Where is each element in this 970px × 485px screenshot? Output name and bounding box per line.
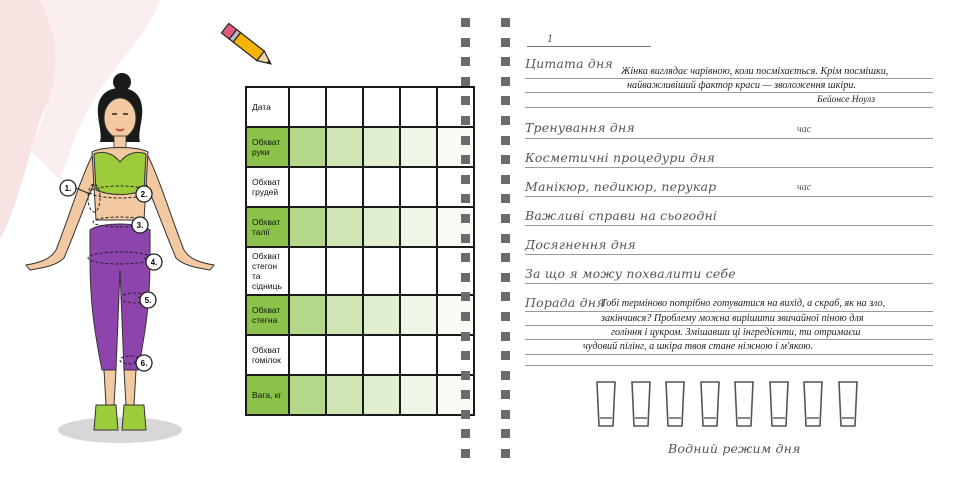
spiral-hole xyxy=(461,332,470,341)
measurement-cell[interactable] xyxy=(400,375,437,415)
spiral-hole xyxy=(501,155,510,164)
water-glass-icon[interactable] xyxy=(802,380,824,428)
measurement-cell[interactable] xyxy=(363,87,400,127)
water-glass-icon[interactable] xyxy=(837,380,859,428)
measurement-cell[interactable] xyxy=(326,247,363,295)
spiral-hole xyxy=(501,390,510,399)
water-glass-icon[interactable] xyxy=(595,380,617,428)
spiral-hole xyxy=(501,351,510,360)
marker-5 xyxy=(140,292,156,308)
measurement-row-label: Обхват грудей xyxy=(246,167,289,207)
important-heading: Важливі справи на сьогодні xyxy=(525,208,718,223)
measurement-row-label: Обхват стегна xyxy=(246,295,289,335)
tip-text-line4: чудовий пілінг, а шкіра твоя стане ніжною і м'якою. xyxy=(583,341,814,352)
spiral-hole xyxy=(461,116,470,125)
ruled-line xyxy=(525,196,933,197)
spiral-hole xyxy=(501,371,510,380)
page-number: 1 xyxy=(547,34,554,45)
spiral-hole xyxy=(501,429,510,438)
measurement-row-label: Обхват стегон та сідниць xyxy=(246,247,289,295)
measurement-cell[interactable] xyxy=(289,127,326,167)
measurement-cell[interactable] xyxy=(326,167,363,207)
marker-3-label: 3. xyxy=(136,221,144,230)
measurement-cell[interactable] xyxy=(289,335,326,375)
measurement-cell[interactable] xyxy=(400,207,437,247)
measurement-row xyxy=(246,87,474,127)
spiral-hole xyxy=(461,371,470,380)
measurement-cell[interactable] xyxy=(326,375,363,415)
manicure-time-label: час xyxy=(797,182,812,193)
tip-text-line3: гоління і цукром. Змішавши ці інгредієнти, ти отримаєш xyxy=(611,327,861,338)
spiral-hole xyxy=(461,429,470,438)
measurement-cell[interactable] xyxy=(400,127,437,167)
marker-2 xyxy=(136,186,152,202)
spiral-hole xyxy=(501,175,510,184)
measurement-cell[interactable] xyxy=(289,207,326,247)
measurement-table xyxy=(245,86,475,416)
spiral-hole xyxy=(501,332,510,341)
ruled-line xyxy=(525,339,933,340)
spiral-hole xyxy=(461,312,470,321)
measurement-row xyxy=(246,207,474,247)
marker-1 xyxy=(60,180,76,196)
quote-heading: Цитата дня xyxy=(525,56,613,71)
ruled-line xyxy=(525,354,933,355)
measurement-row-label: Обхват талії xyxy=(246,207,289,247)
spiral-hole xyxy=(501,38,510,47)
ruled-line xyxy=(525,78,933,79)
measurement-cell[interactable] xyxy=(326,335,363,375)
measurement-cell[interactable] xyxy=(363,167,400,207)
spiral-hole xyxy=(501,96,510,105)
measurement-cell[interactable] xyxy=(289,247,326,295)
spiral-hole xyxy=(461,273,470,282)
measurement-cell[interactable] xyxy=(363,207,400,247)
measurement-cell[interactable] xyxy=(363,335,400,375)
tip-text-line2: закінчився? Проблему можна вирішити звичайної піною для xyxy=(601,313,864,324)
spiral-hole xyxy=(501,292,510,301)
measurement-row xyxy=(246,127,474,167)
measurement-row-label: Дата xyxy=(246,87,289,127)
spiral-hole xyxy=(501,234,510,243)
spiral-hole xyxy=(461,194,470,203)
spiral-hole xyxy=(461,175,470,184)
spiral-binding-right xyxy=(501,18,510,468)
marker-6 xyxy=(136,355,152,371)
praise-heading: За що я можу похвалити себе xyxy=(525,266,736,281)
spiral-hole xyxy=(501,273,510,282)
ruled-line xyxy=(525,311,933,312)
measurement-cell[interactable] xyxy=(363,247,400,295)
measurement-cell[interactable] xyxy=(326,127,363,167)
training-time-label: час xyxy=(797,124,812,135)
spiral-hole xyxy=(501,214,510,223)
measurement-row xyxy=(246,167,474,207)
measurement-cell[interactable] xyxy=(363,375,400,415)
measurement-cell[interactable] xyxy=(289,375,326,415)
ruled-line xyxy=(525,107,933,108)
spiral-binding-left xyxy=(461,18,470,468)
measurement-row xyxy=(246,295,474,335)
pencil-icon xyxy=(215,16,281,76)
measurement-cell[interactable] xyxy=(400,87,437,127)
ruled-line xyxy=(525,325,933,326)
tip-heading: Порада дня xyxy=(525,295,605,310)
measurement-cell[interactable] xyxy=(289,87,326,127)
page-number-line xyxy=(527,46,651,47)
water-glass-icon[interactable] xyxy=(664,380,686,428)
water-label: Водний режим дня xyxy=(668,441,801,456)
spiral-hole xyxy=(461,18,470,27)
spiral-hole xyxy=(461,96,470,105)
spiral-hole xyxy=(461,390,470,399)
measurement-row xyxy=(246,247,474,295)
tip-text-line1: Тобі терміново потрібно готуватися на вихід, а скраб, як на зло, xyxy=(601,298,886,309)
measurement-row xyxy=(246,375,474,415)
woman-figure-illustration xyxy=(20,70,220,450)
measurement-row-label: Обхват гомілок xyxy=(246,335,289,375)
measurement-cell[interactable] xyxy=(400,335,437,375)
measurement-cell[interactable] xyxy=(363,127,400,167)
marker-2-label: 2. xyxy=(140,190,148,199)
spiral-hole xyxy=(461,449,470,458)
spiral-hole xyxy=(461,234,470,243)
training-heading: Тренування дня xyxy=(525,120,635,135)
marker-4-label: 4. xyxy=(150,258,158,267)
ruled-line xyxy=(525,167,933,168)
measurement-cell[interactable] xyxy=(289,167,326,207)
spiral-hole xyxy=(461,77,470,86)
manicure-heading: Манікюр, педикюр, перукар xyxy=(525,179,717,194)
spiral-hole xyxy=(501,312,510,321)
marker-3 xyxy=(132,217,148,233)
ruled-line xyxy=(525,365,933,366)
spiral-hole xyxy=(501,136,510,145)
measurement-cell[interactable] xyxy=(289,295,326,335)
spiral-hole xyxy=(501,410,510,419)
spiral-hole xyxy=(501,449,510,458)
water-glasses xyxy=(595,380,835,430)
spiral-hole xyxy=(501,194,510,203)
ruled-line xyxy=(525,254,933,255)
spiral-hole xyxy=(461,410,470,419)
measurement-cell[interactable] xyxy=(400,295,437,335)
measurement-cell[interactable] xyxy=(326,87,363,127)
marker-4 xyxy=(146,254,162,270)
water-glass-icon[interactable] xyxy=(733,380,755,428)
spiral-hole xyxy=(501,57,510,66)
spiral-hole xyxy=(461,57,470,66)
spiral-hole xyxy=(461,351,470,360)
water-glass-icon[interactable] xyxy=(768,380,790,428)
marker-1-label: 1. xyxy=(64,184,72,193)
measurement-cell[interactable] xyxy=(400,247,437,295)
measurement-cell[interactable] xyxy=(400,167,437,207)
spiral-hole xyxy=(501,77,510,86)
spiral-hole xyxy=(501,253,510,262)
ruled-line xyxy=(525,225,933,226)
spiral-hole xyxy=(501,116,510,125)
measurement-row xyxy=(246,335,474,375)
water-glass-icon[interactable] xyxy=(630,380,652,428)
ruled-line xyxy=(525,283,933,284)
ruled-line xyxy=(525,138,933,139)
measurement-cell[interactable] xyxy=(326,295,363,335)
measurement-cell[interactable] xyxy=(363,295,400,335)
spiral-hole xyxy=(461,136,470,145)
quote-author: Бейонсе Ноулз xyxy=(817,95,876,105)
spiral-hole xyxy=(461,155,470,164)
marker-5-label: 5. xyxy=(144,296,152,305)
measurement-row-label: Вага, кг xyxy=(246,375,289,415)
water-glass-icon[interactable] xyxy=(699,380,721,428)
spiral-hole xyxy=(461,292,470,301)
quote-text-line2: найважливіший фактор краси — зволоження шкіри. xyxy=(627,80,856,91)
spiral-hole xyxy=(461,253,470,262)
spiral-hole xyxy=(461,214,470,223)
measurement-cell[interactable] xyxy=(326,207,363,247)
spiral-hole xyxy=(461,38,470,47)
marker-6-label: 6. xyxy=(140,359,148,368)
achievements-heading: Досягнення дня xyxy=(525,237,636,252)
quote-text-line1: Жінка виглядає чарівною, коли посміхається. Крім посмішки, xyxy=(621,66,889,77)
ruled-line xyxy=(525,92,933,93)
spiral-hole xyxy=(501,18,510,27)
measurement-row-label: Обхват руки xyxy=(246,127,289,167)
cosmetic-heading: Косметичні процедури дня xyxy=(525,150,715,165)
